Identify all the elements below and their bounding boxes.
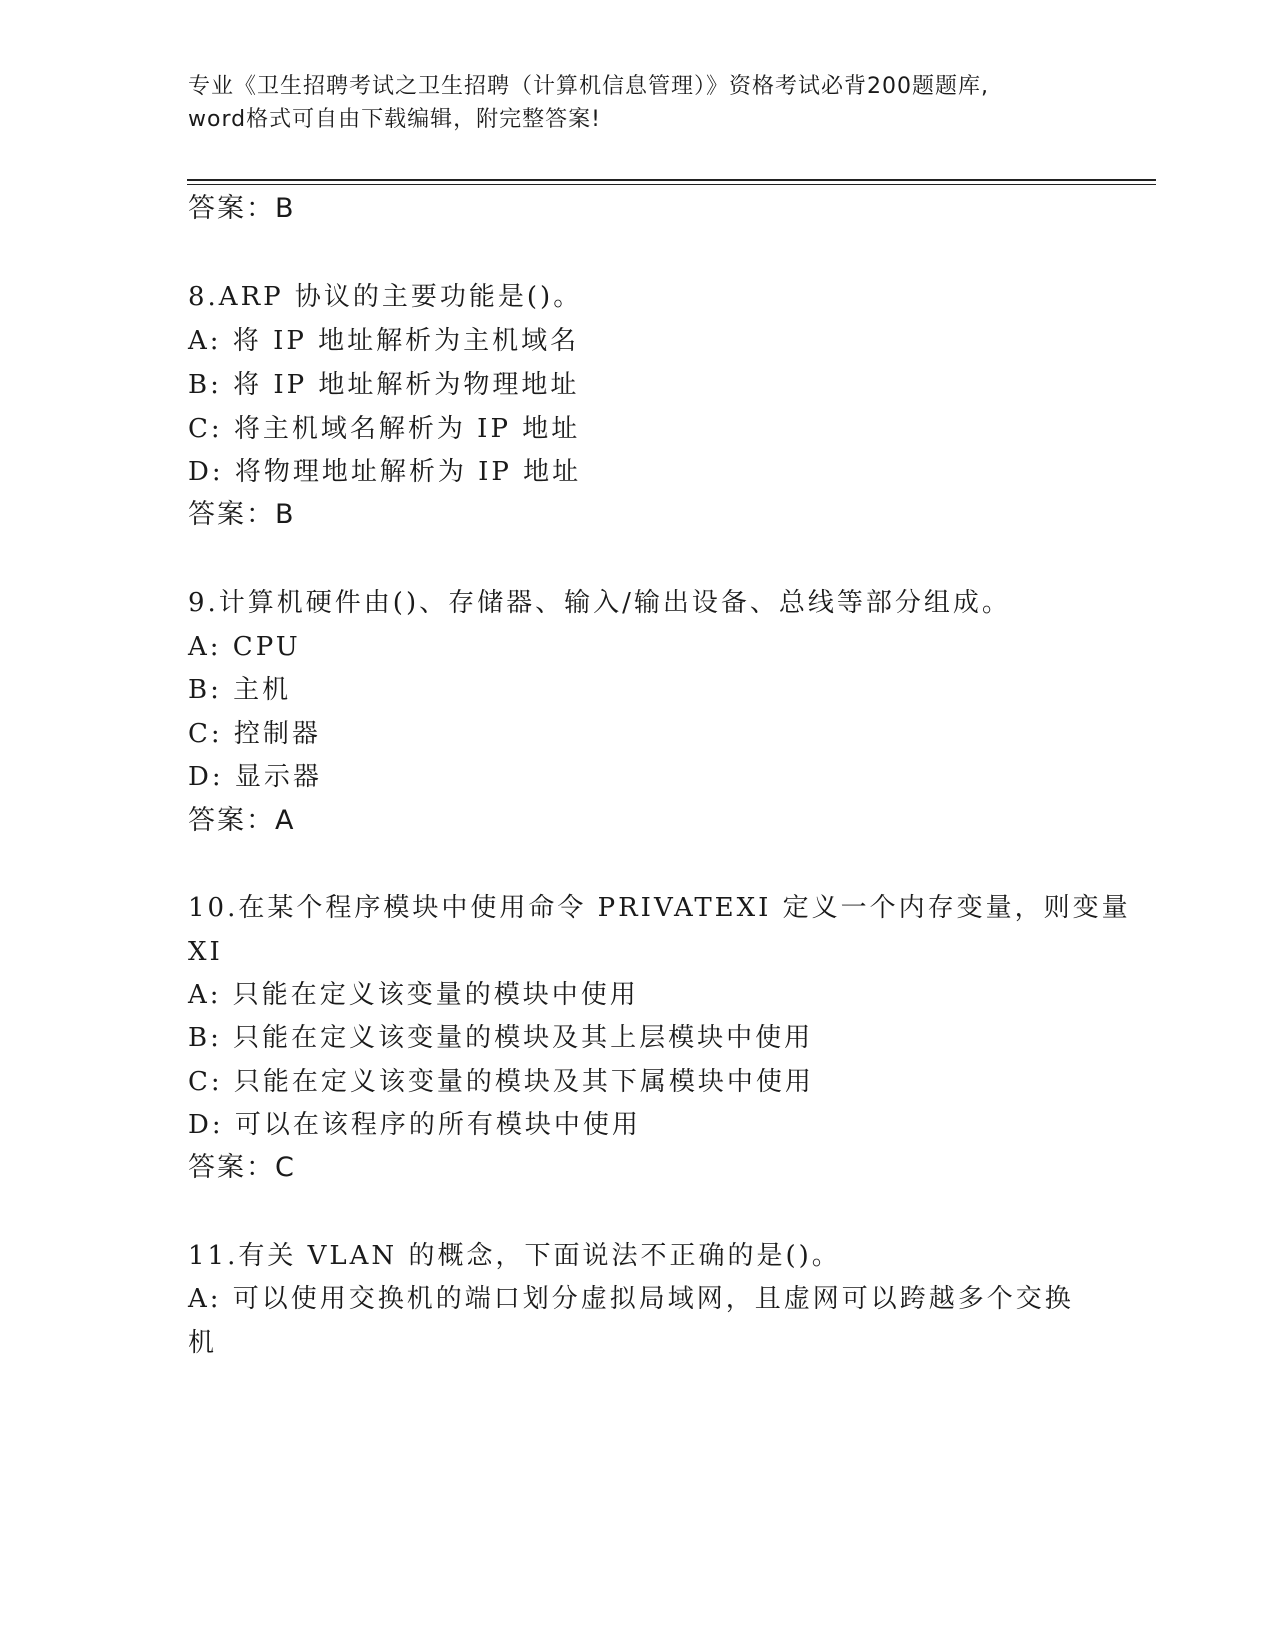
option-c: C: 控制器 xyxy=(188,719,321,749)
option-a: A: 将 IP 地址解析为主机域名 xyxy=(188,326,580,356)
option-d: D: 显示器 xyxy=(188,762,322,792)
answer: 答案：A xyxy=(188,805,296,836)
question-text: 9.计算机硬件由()、存储器、输入/输出设备、总线等部分组成。 xyxy=(188,588,1011,618)
option-d: D: 可以在该程序的所有模块中使用 xyxy=(188,1110,641,1140)
header-divider-thick xyxy=(187,179,1156,181)
option-d: D: 将物理地址解析为 IP 地址 xyxy=(188,457,582,487)
option-b: B: 只能在定义该变量的模块及其上层模块中使用 xyxy=(188,1023,814,1053)
header-title-line: 专业《卫生招聘考试之卫生招聘（计算机信息管理）》资格考试必背200题题库, xyxy=(188,74,989,99)
answer: 答案：B xyxy=(188,499,296,530)
option-b: B: 将 IP 地址解析为物理地址 xyxy=(188,370,580,400)
option-c: C: 将主机域名解析为 IP 地址 xyxy=(188,414,581,444)
question-text: 8.ARP 协议的主要功能是()。 xyxy=(188,282,583,312)
answer-q7: 答案：B xyxy=(188,193,296,224)
option-a-line-1: A: 可以使用交换机的端口划分虚拟局域网，且虚网可以跨越多个交换 xyxy=(188,1284,1074,1314)
question-text: 11.有关 VLAN 的概念，下面说法不正确的是()。 xyxy=(188,1241,841,1271)
header-divider-thin xyxy=(187,184,1156,185)
option-a: A: CPU xyxy=(188,632,301,662)
header-subtitle-line: word格式可自由下载编辑，附完整答案! xyxy=(188,107,601,132)
question-text-line-2: XI xyxy=(188,937,223,967)
document-header xyxy=(188,70,1088,136)
option-a-line-2: 机 xyxy=(188,1328,218,1358)
option-b: B: 主机 xyxy=(188,675,292,705)
question-text-line-1: 10.在某个程序模块中使用命令 PRIVATEXI 定义一个内存变量，则变量 xyxy=(188,893,1131,923)
option-a: A: 只能在定义该变量的模块中使用 xyxy=(188,980,639,1010)
answer: 答案：C xyxy=(188,1152,296,1183)
option-c: C: 只能在定义该变量的模块及其下属模块中使用 xyxy=(188,1067,814,1097)
